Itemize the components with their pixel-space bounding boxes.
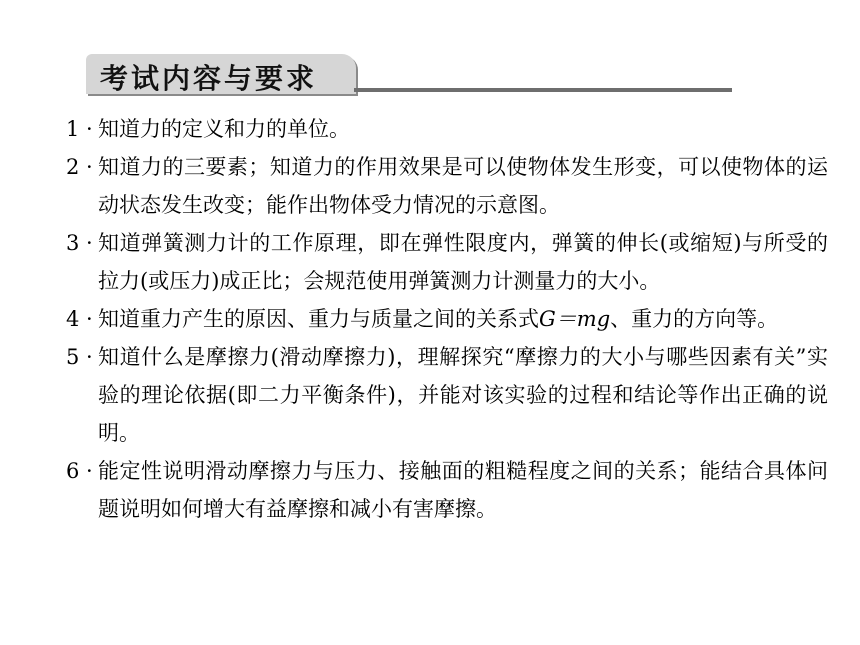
heading-underline [354,88,732,92]
section-heading [86,54,732,98]
list-item [66,300,828,338]
item-number: 5 · [66,345,93,369]
section-title: 考试内容与要求 [100,62,318,95]
item-text-after-formula: 、重力的方向等。 [610,307,779,331]
list-item [66,148,828,224]
item-text: 知道弹簧测力计的工作原理，即在弹性限度内，弹簧的伸长(或缩短)与所受的拉力(或压力)成正比；会规范使用弹簧测力计测量力的大小。 [98,231,828,293]
requirements-list [66,110,828,528]
item-number: 1 · [66,117,93,141]
item-number: 2 · [66,155,93,179]
item-number: 6 · [66,459,93,483]
item-text: 知道什么是摩擦力(滑动摩擦力)，理解探究“摩擦力的大小与哪些因素有关”实验的理论依据(即二力平衡条件)，并能对该实验的过程和结论等作出正确的说明。 [98,345,828,445]
item-text: 能定性说明滑动摩擦力与压力、接触面的粗糙程度之间的关系；能结合具体问题说明如何增大有益摩擦和减小有害摩擦。 [98,459,828,521]
item-text: 知道力的三要素；知道力的作用效果是可以使物体发生形变，可以使物体的运动状态发生改变；能作出物体受力情况的示意图。 [98,155,828,217]
item-number: 4 · [66,307,93,331]
gravity-formula: G＝mg [539,307,611,331]
item-number: 3 · [66,231,93,255]
list-item [66,224,828,300]
item-text: 知道力的定义和力的单位。 [98,117,350,141]
heading-tab-background [86,54,356,94]
item-text-before-formula: 知道重力产生的原因、重力与质量之间的关系式 [98,307,539,331]
list-item [66,338,828,452]
list-item [66,452,828,528]
list-item [66,110,828,148]
